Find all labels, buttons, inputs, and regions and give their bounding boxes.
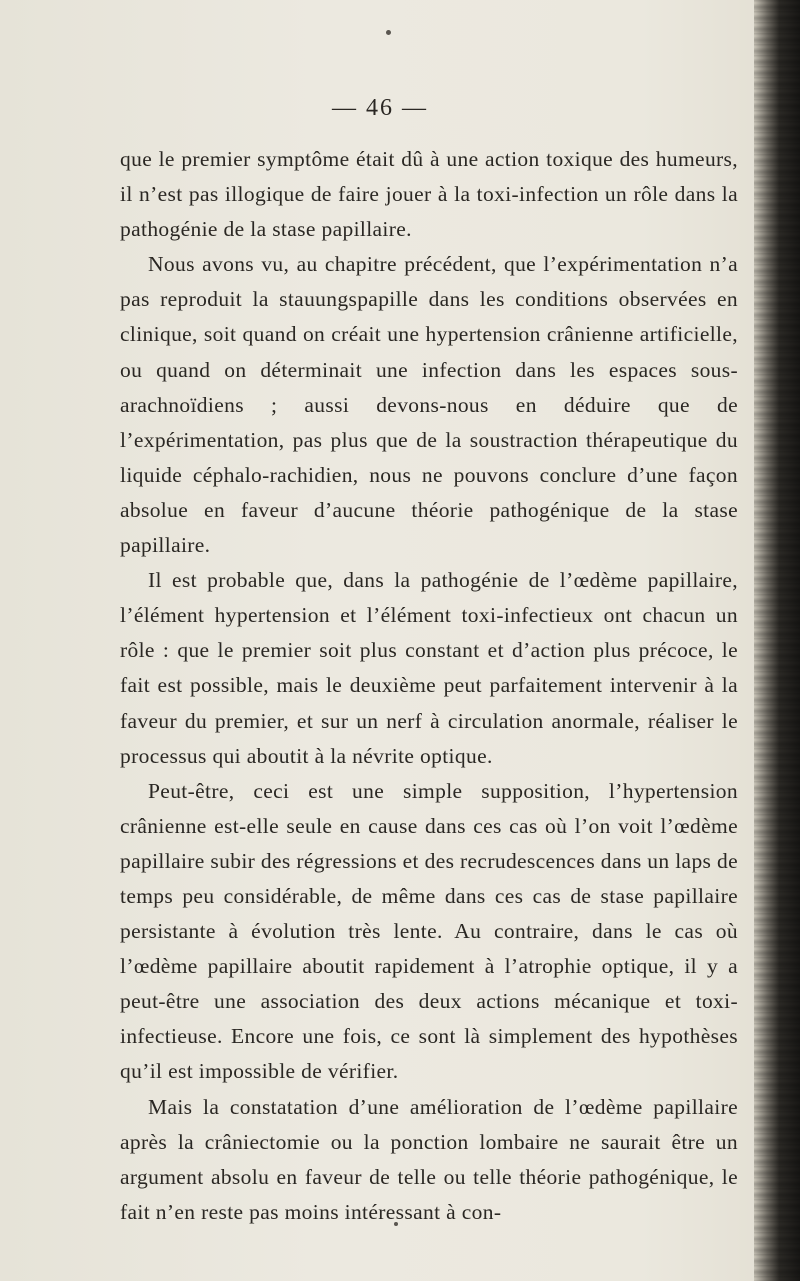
book-spine-edge — [754, 0, 800, 1281]
page-number: — 46 — — [332, 95, 428, 121]
body-text — [120, 142, 738, 1230]
paragraph: Il est probable que, dans la pathogénie de l’œdème papillaire, l’élément hypertension et l’élément toxi-infectieux ont chacun un rôle : que le premier soit plus constant et d’action plus précoce, le fait est possible, mais le deuxième peut parfaitement intervenir à la faveur du premier, et sur un nerf à circulation anormale, réaliser le processus qui aboutit à la névrite optique. — [120, 568, 738, 768]
paragraph: Peut-être, ceci est une simple supposition, l’hypertension crânienne est-elle seule en cause dans ces cas où l’on voit l’œdème papillaire subir des régressions et des recrudescences dans un laps de temps peu considérable, de même dans ces cas de stase papillaire persistante à évolution très lente. Au contraire, dans le cas où l’œdème papillaire aboutit rapidement à l’atrophie optique, il y a peut-être une association des deux actions mécanique et toxi-infectieuse. Encore une fois, ce sont là simplement des hypothèses qu’il est impossible de vérifier. — [120, 778, 738, 1084]
paragraph: Mais la constatation d’une amélioration de l’œdème papillaire après la crâniectomie ou la ponction lombaire ne saurait être un argument absolu en faveur de telle ou telle théorie pathogénique, le fait n’en reste pas moins intéressant à con- — [120, 1094, 738, 1224]
paragraph: Nous avons vu, au chapitre précédent, que l’expérimentation n’a pas reproduit la stauungspapille dans les conditions observées en clinique, soit quand on créait une hypertension crânienne artificielle, ou quand on déterminait une infection dans les espaces sous-arachnoïdiens ; aussi devons-nous en déduire que de l’expérimentation, pas plus que de la soustraction thérapeutique du liquide céphalo-rachidien, nous ne pouvons conclure d’une façon absolue en faveur d’aucune théorie pathogénique de la stase papillaire. — [120, 252, 738, 558]
ink-speck — [386, 30, 391, 35]
paragraph: que le premier symptôme était dû à une action toxique des humeurs, il n’est pas illogique de faire jouer à la toxi-infection un rôle dans la pathogénie de la stase papillaire. — [120, 147, 738, 242]
